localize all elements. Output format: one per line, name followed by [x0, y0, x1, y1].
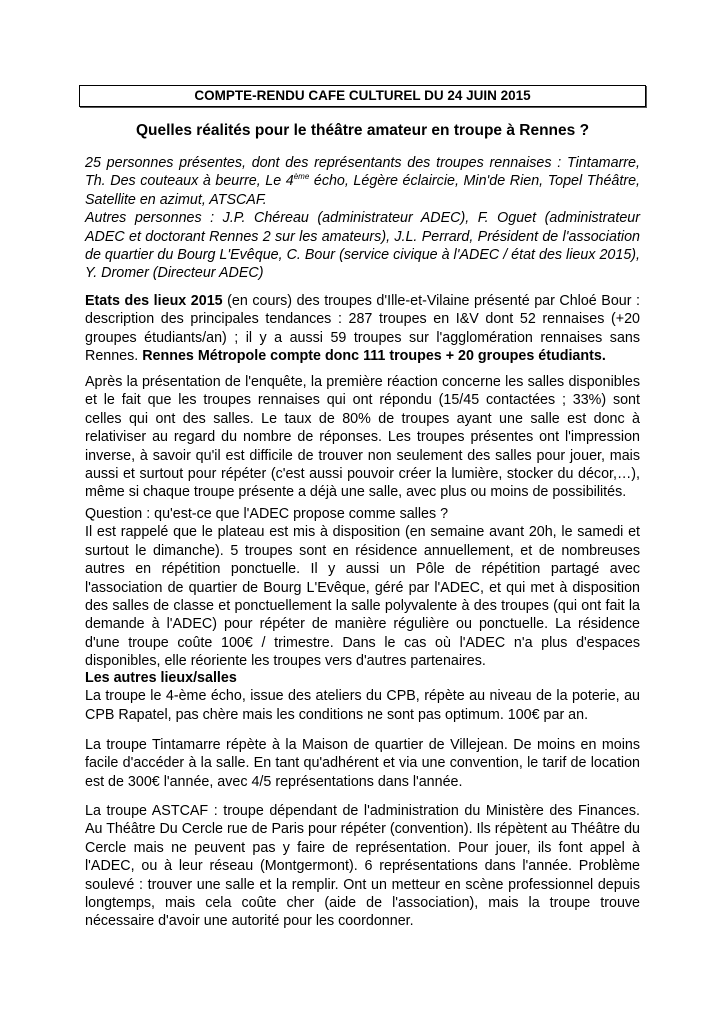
document-heading: Quelles réalités pour le théâtre amateur en troupe à Rennes ?: [135, 122, 590, 139]
astcaf-paragraph: La troupe ASTCAF : troupe dépendant de l'administration du Ministère des Finances. Au Théâtre Du Cercle rue de Paris pour répéter (convention). Ils répètent au Théâtre du Cercle mais ne peuvent pas y faire de représentation. Pour jouer, ils font appel à l'ADEC, ou à leur réseau (Montgermont). 6 représentations dans l'année. Problème soulevé : trouver une salle et la remplir. Ont un metteur en scène professionnel depuis longtemps, mais cela coûte cher (aide de l'association), mais la troupe trouve nécessaire d'avoir une autorité pour les coordonner.: [85, 803, 640, 930]
attendees-text-2: écho, Légère éclaircie, Min'de Rien, Topel Théâtre, Satellite en azimut, ATSCAF.: [85, 173, 641, 208]
enquete-paragraph: Après la présentation de l'enquête, la première réaction concerne les salles disponibles et le fait que les troupes rennaises qui ont répondu (15/45 contactées ; 33%) sont celles qui ont des salles. Le taux de 80% de troupes ayant une salle est donc à relativiser au regard du nombre de réponses. Les troupes présentes ont l'impression inverse, à savoir qu'il est difficile de trouver non seulement des salles pour jouer, mais aussi et surtout pour répéter (c'est aussi pouvoir créer la lumière, stocker du décor,…), même si chaque troupe présente a déjà une salle, avec plus ou moins de possibilités.: [85, 374, 640, 501]
etats-paragraph: [85, 292, 640, 366]
document-title: COMPTE-RENDU CAFE CULTUREL DU 24 JUIN 2015: [79, 85, 646, 107]
question-paragraph: [85, 505, 640, 671]
echo-text: La troupe le 4-ème écho, issue des ateliers du CPB, répète au niveau de la poterie, au CPB Rapatel, pas chère mais les conditions ne sont pas optimum. 100€ par an.: [85, 688, 640, 723]
attendees-paragraph: [85, 154, 640, 283]
section-heading: Les autres lieux/salles: [85, 670, 237, 686]
question-text: Question : qu'est-ce que l'ADEC propose comme salles ?: [85, 506, 449, 522]
etats-summary: Rennes Métropole compte donc 111 troupes + 20 groupes étudiants.: [142, 348, 606, 365]
superscript: ème: [293, 172, 310, 182]
answer-text: Il est rappelé que le plateau est mis à disposition (en semaine avant 20h, le samedi et surtout le dimanche). 5 troupes sont en résidence annuellement, et de nombreuses autres en répétition ponctuelle. Il y aussi un Pôle de répétition partagé avec l'association de quartier de Bourg L'Evêque, géré par l'ADEC, et qui met à disposition des salles de classe et ponctuellement la salle polyvalente à des troupes (qui ont fait la demande à l'ADEC) pour répéter de manière régulière ou ponctuelle. La résidence d'une troupe coûte 100€ / trimestre. Dans le cas où l'ADEC n'a plus d'espaces disponibles, elle réoriente les troupes vers d'autres partenaires.: [85, 524, 640, 670]
attendees-text: 25 personnes présentes, dont des représentants des troupes rennaises : Tintamarre, Th. Des couteaux à beurre, Le 4: [85, 155, 640, 190]
etats-label: Etats des lieux 2015: [85, 293, 223, 309]
etats-text: (en cours) des troupes d'Ille-et-Vilaine présenté par Chloé Bour : description des principales tendances : 287 troupes en I&V dont 52 rennaises (+20 groupes étudiants/an) ; il y a aussi 59 troupes sur l'agglomération rennaises sans Rennes.: [85, 293, 641, 365]
tintamarre-paragraph: La troupe Tintamarre répète à la Maison de quartier de Villejean. De moins en moins facile d'accéder à la salle. En tant qu'adhérent et via une convention, le tarif de location est de 300€ l'année, avec 4/5 représentations dans l'année.: [85, 737, 640, 790]
autres-lieux-paragraph: [85, 669, 640, 724]
other-attendees: Autres personnes : J.P. Chéreau (administrateur ADEC), F. Oguet (administrateur ADEC et doctorant Rennes 2 sur les amateurs), J.L. Perrard, Président de l'association de quartier du Bourg L'Evêque, C. Bour (service civique à l'ADEC / état des lieux 2015), Y. Dromer (Directeur ADEC): [85, 210, 640, 282]
